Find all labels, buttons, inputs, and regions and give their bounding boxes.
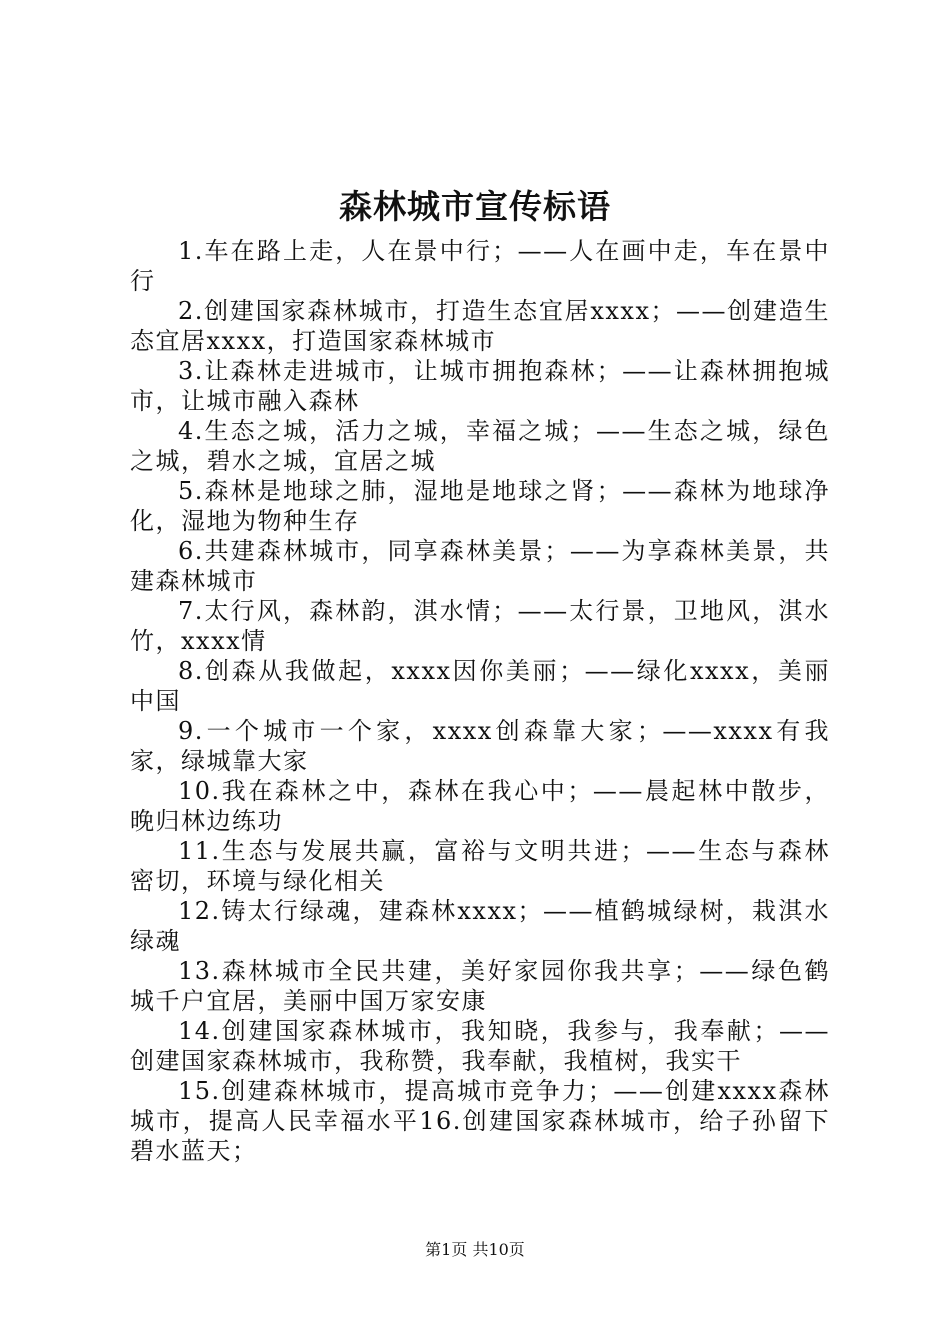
- slogan-item-1: 1.车在路上走，人在景中行；——人在画中走，车在景中行: [130, 237, 830, 295]
- slogan-item-7: 7.太行风，森林韵，淇水情；——太行景，卫地风，淇水竹，xxxx情: [130, 597, 830, 655]
- slogan-list: [130, 236, 830, 1166]
- slogan-item-13: 13.森林城市全民共建，美好家园你我共享；——绿色鹤城千户宜居，美丽中国万家安康: [130, 957, 830, 1015]
- slogan-item-9: 9.一个城市一个家，xxxx创森靠大家；——xxxx有我家，绿城靠大家: [130, 717, 830, 775]
- slogan-item-5: 5.森林是地球之肺，湿地是地球之肾；——森林为地球净化，湿地为物种生存: [130, 477, 830, 535]
- slogan-item-4: 4.生态之城，活力之城，幸福之城；——生态之城，绿色之城，碧水之城，宜居之城: [130, 417, 830, 475]
- slogan-item-15: 15.创建森林城市，提高城市竞争力；——创建xxxx森林城市，提高人民幸福水平16.创建国家森林城市，给子孙留下碧水蓝天；: [130, 1077, 830, 1165]
- slogan-item-14: 14.创建国家森林城市，我知晓，我参与，我奉献；——创建国家森林城市，我称赞，我奉献，我植树，我实干: [130, 1017, 830, 1075]
- slogan-item-8: 8.创森从我做起，xxxx因你美丽；——绿化xxxx，美丽中国: [130, 657, 830, 715]
- slogan-item-6: 6.共建森林城市，同享森林美景；——为享森林美景，共建森林城市: [130, 537, 830, 595]
- document-title: 森林城市宣传标语: [339, 187, 611, 226]
- slogan-item-2: 2.创建国家森林城市，打造生态宜居xxxx；——创建造生态宜居xxxx，打造国家森林城市: [130, 297, 830, 355]
- slogan-item-12: 12.铸太行绿魂，建森林xxxx；——植鹤城绿树，栽淇水绿魂: [130, 897, 830, 955]
- page-number: 第1页 共10页: [425, 1240, 525, 1259]
- slogan-item-11: 11.生态与发展共赢，富裕与文明共进；——生态与森林密切，环境与绿化相关: [130, 837, 830, 895]
- slogan-item-3: 3.让森林走进城市，让城市拥抱森林；——让森林拥抱城市，让城市融入森林: [130, 357, 830, 415]
- slogan-item-10: 10.我在森林之中，森林在我心中；——晨起林中散步，晚归林边练功: [130, 777, 830, 835]
